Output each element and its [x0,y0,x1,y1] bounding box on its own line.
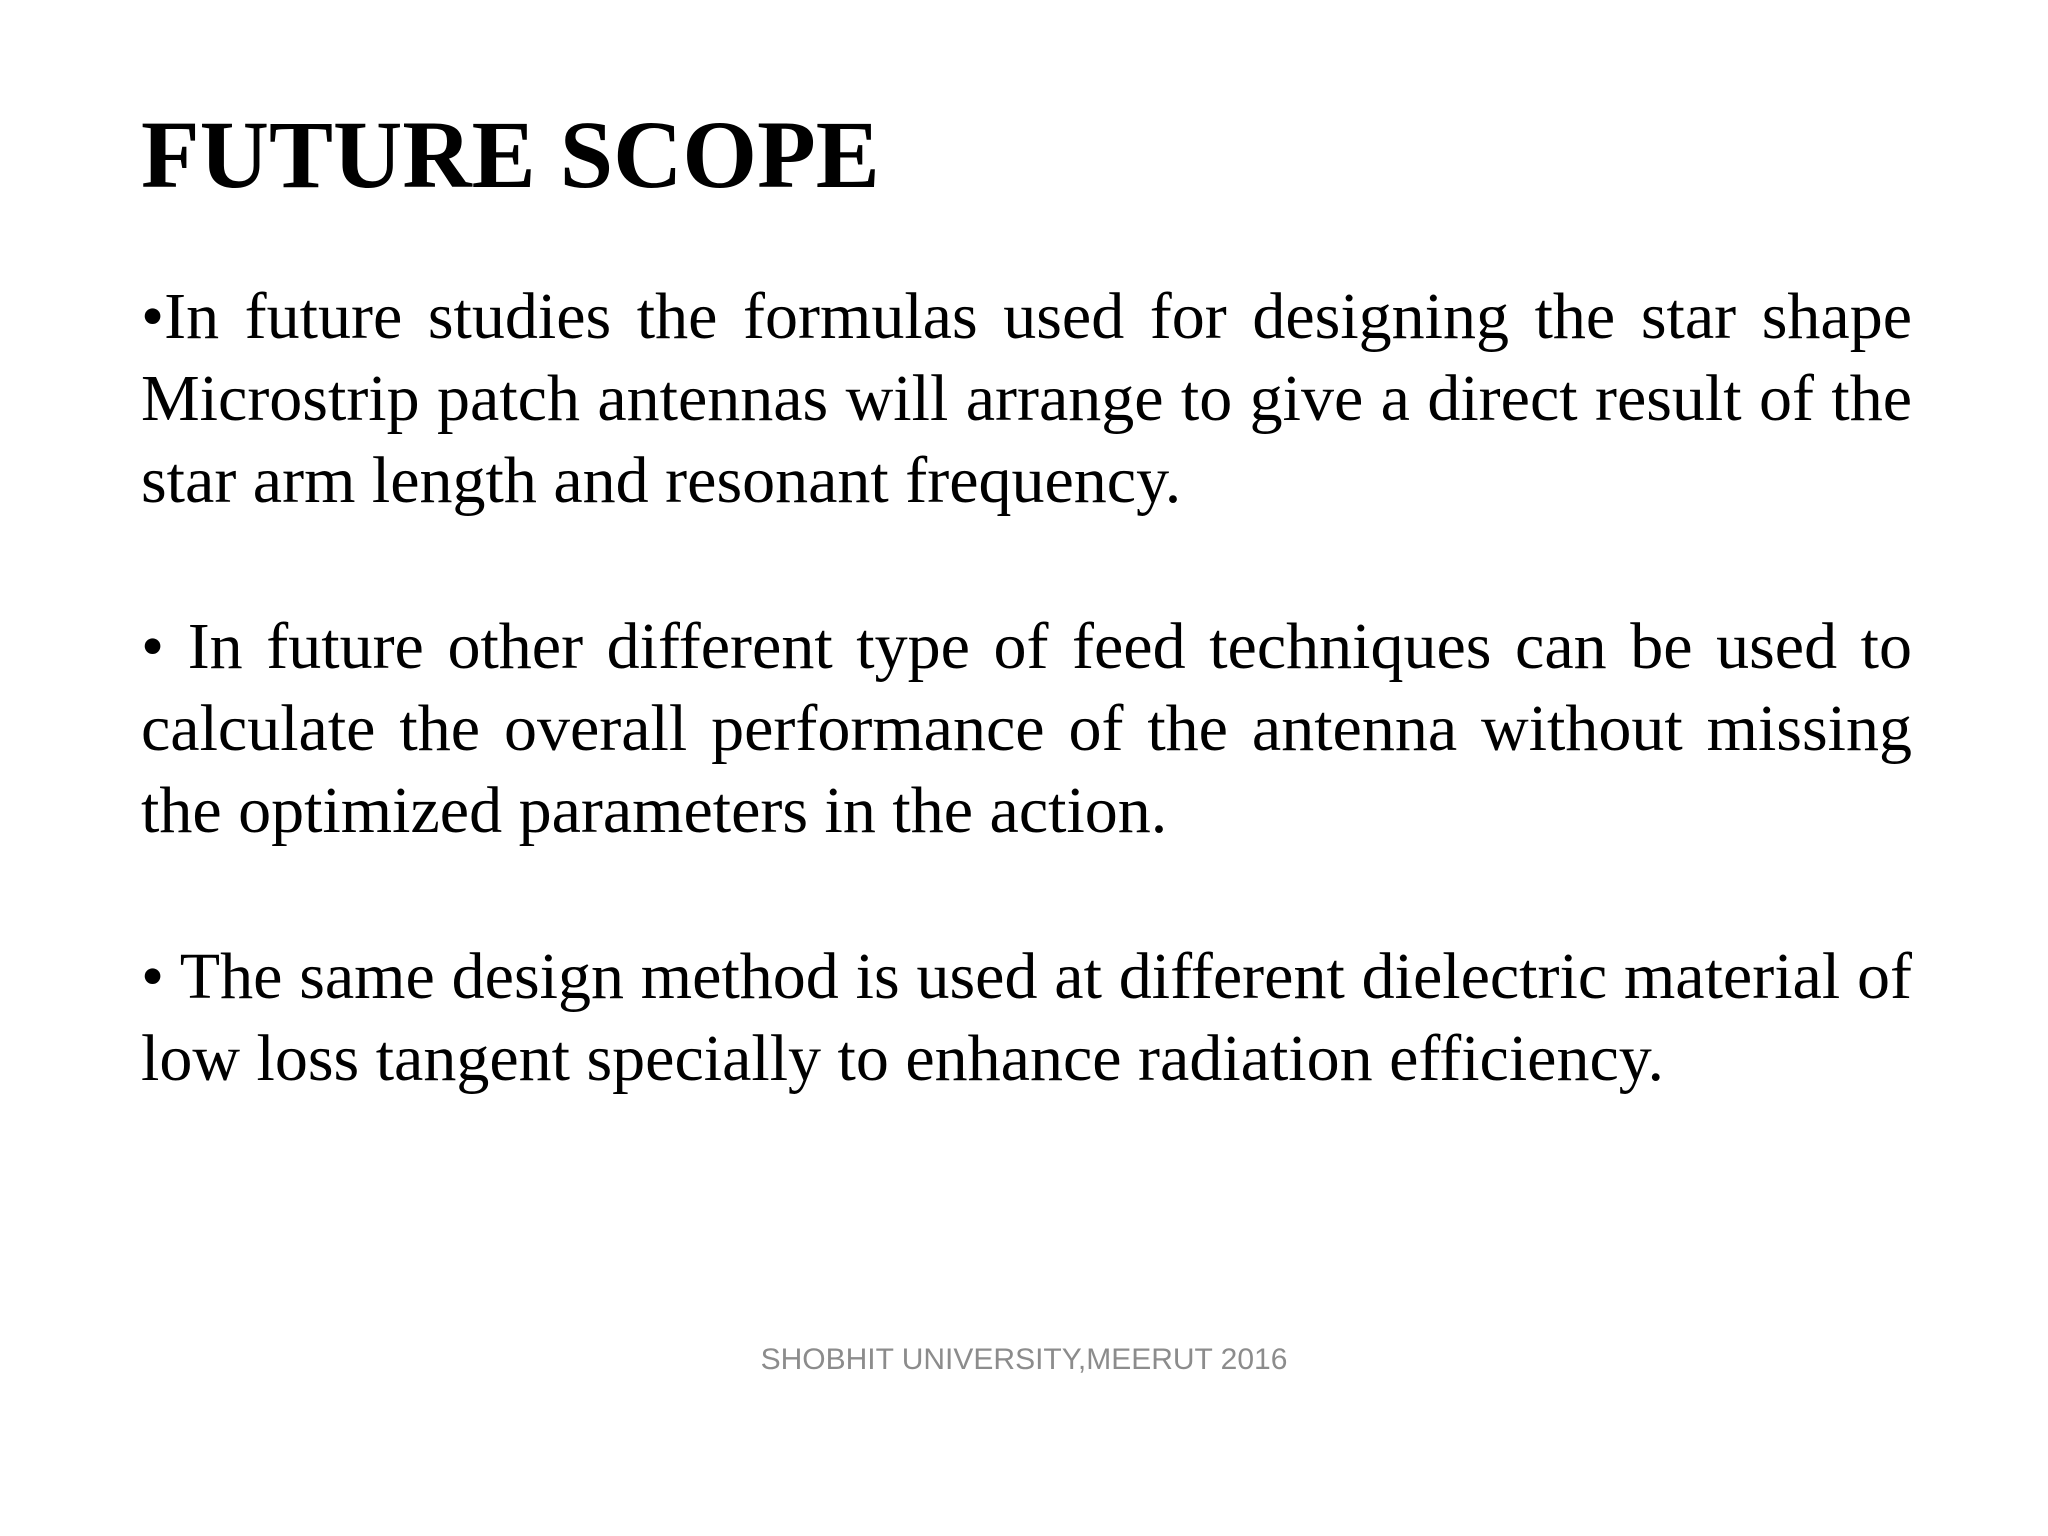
bullet-point-1: •In future studies the formulas used for designing the star shape Microstrip patch antennas will arrange to give a direct result of the star arm length and resonant frequency. [141,280,1912,517]
bullet-point-3: • The same design method is used at different dielectric material of low loss tangent specially to enhance radiation efficiency. [141,940,1912,1095]
slide-content [141,276,1912,1100]
bullet-point-2: • In future other different type of feed techniques can be used to calculate the overall performance of the antenna without missing the optimized parameters in the action. [141,610,1912,847]
slide-footer: SHOBHIT UNIVERSITY,MEERUT 2016 [760,1343,1288,1376]
slide-title: FUTURE SCOPE [141,101,880,208]
